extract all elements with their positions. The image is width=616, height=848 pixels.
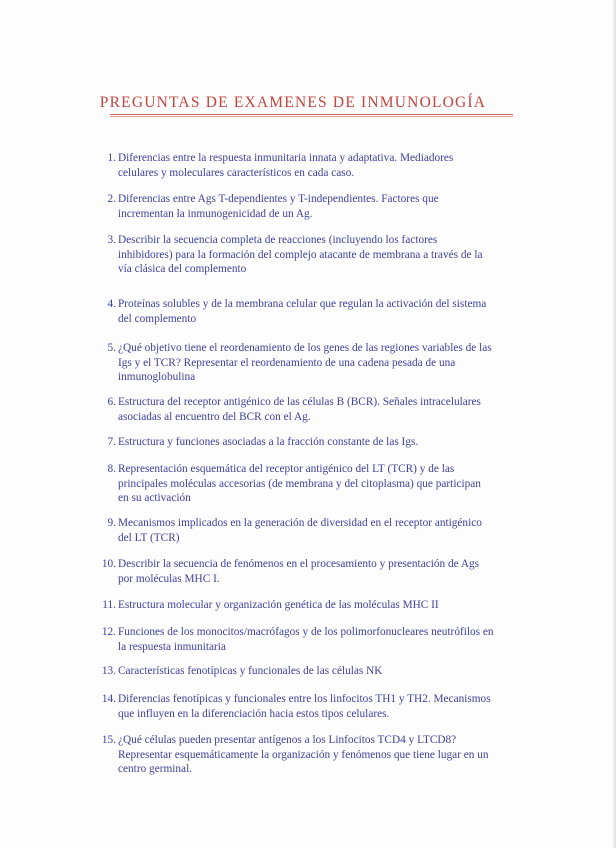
question-line: en su activación xyxy=(118,492,191,505)
question-line: Características fenotípicas y funcionales de las células NK xyxy=(118,665,383,677)
question-line: Representar esquemáticamente la organización y fenómenos que tiene lugar en un xyxy=(118,748,489,761)
question-number: 1. xyxy=(107,152,116,164)
question-text xyxy=(118,462,513,506)
question-line: Proteínas solubles y de la membrana celular que regulan la activación del sistema xyxy=(118,298,487,310)
question-line: que influyen en la diferenciación hacia estos tipos celulares. xyxy=(118,707,390,720)
question-number: 15. xyxy=(101,734,116,746)
question-line: inhibidores) para la formación del complejo atacante de membrana a través de la xyxy=(118,248,483,261)
question-line: Igs y el TCR? Representar el reordenamiento de una cadena pesada de una xyxy=(118,356,456,369)
question-line: vía clásica del complemento xyxy=(118,263,247,276)
question-line: del LT (TCR) xyxy=(118,531,180,544)
question-number: 5. xyxy=(107,342,116,354)
question-line: ¿Qué objetivo tiene el reordenamiento de los genes de las regiones variables de las xyxy=(118,342,492,354)
question-line: incrementan la inmunogenicidad de un Ag. xyxy=(118,207,313,220)
question-line: Diferencias entre Ags T-dependientes y T-independientes. Factores que xyxy=(118,193,439,205)
question-text xyxy=(118,557,513,586)
question-text xyxy=(118,395,513,424)
question-text xyxy=(118,435,513,450)
question-line: Estructura del receptor antigénico de las células B (BCR). Señales intracelulares xyxy=(118,396,481,408)
question-line: Diferencias entre la respuesta inmunitaria innata y adaptativa. Mediadores xyxy=(118,152,454,164)
question-line: Funciones de los monocitos/macrófagos y de los polimorfonucleares neutrófilos en xyxy=(118,626,494,638)
question-line: Diferencias fenotípicas y funcionales entre los linfocitos TH1 y TH2. Mecanismos xyxy=(118,693,491,705)
question-line: ¿Qué células pueden presentar antígenos a los Linfocitos TCD4 y LTCD8? xyxy=(118,734,457,746)
question-line: por moléculas MHC I. xyxy=(118,572,220,585)
question-number: 6. xyxy=(107,396,116,408)
question-number: 10. xyxy=(101,558,116,570)
scan-edge-shadow xyxy=(612,0,616,848)
question-text xyxy=(118,341,513,385)
question-number: 9. xyxy=(107,517,116,529)
question-line: asociadas al encuentro del BCR con el Ag. xyxy=(118,410,311,423)
question-text xyxy=(118,733,513,777)
question-number: 12. xyxy=(101,626,116,638)
title-underline xyxy=(110,114,513,117)
question-text xyxy=(118,692,513,721)
question-line: Describir la secuencia de fenómenos en el procesamiento y presentación de Ags xyxy=(118,558,480,570)
question-number: 11. xyxy=(102,599,116,611)
question-line: Mecanismos implicados en la generación de diversidad en el receptor antigénico xyxy=(118,517,482,529)
question-number: 13. xyxy=(101,665,116,677)
question-text xyxy=(118,233,513,277)
question-number: 4. xyxy=(107,298,116,310)
question-line: principales moléculas accesorias (de membrana y del citoplasma) que participan xyxy=(118,477,481,490)
question-line: inmunoglobulina xyxy=(118,371,196,384)
question-line: centro germinal. xyxy=(118,763,193,776)
question-number: 14. xyxy=(101,693,116,705)
question-line: del complemento xyxy=(118,312,197,325)
question-line: Estructura y funciones asociadas a la fracción constante de las Igs. xyxy=(118,436,419,448)
question-text xyxy=(118,516,513,545)
question-number: 3. xyxy=(107,234,116,246)
question-line: la respuesta inmunitaria xyxy=(118,640,226,653)
question-number: 2. xyxy=(107,193,116,205)
question-number: 7. xyxy=(107,436,116,448)
question-text xyxy=(118,598,513,613)
question-text xyxy=(118,192,513,221)
question-line: Describir la secuencia completa de reacciones (incluyendo los factores xyxy=(118,234,438,246)
question-line: Estructura molecular y organización genética de las moléculas MHC II xyxy=(118,599,439,611)
question-line: Representación esquemática del receptor antigénico del LT (TCR) y de las xyxy=(118,463,455,475)
page-title: PREGUNTAS DE EXAMENES DE INMUNOLOGÍA xyxy=(99,94,487,111)
question-text xyxy=(118,151,513,180)
question-number: 8. xyxy=(107,463,116,475)
question-text xyxy=(118,625,513,654)
question-line: celulares y moleculares característicos en cada caso. xyxy=(118,166,355,179)
question-text xyxy=(118,297,513,326)
question-text xyxy=(118,664,513,679)
